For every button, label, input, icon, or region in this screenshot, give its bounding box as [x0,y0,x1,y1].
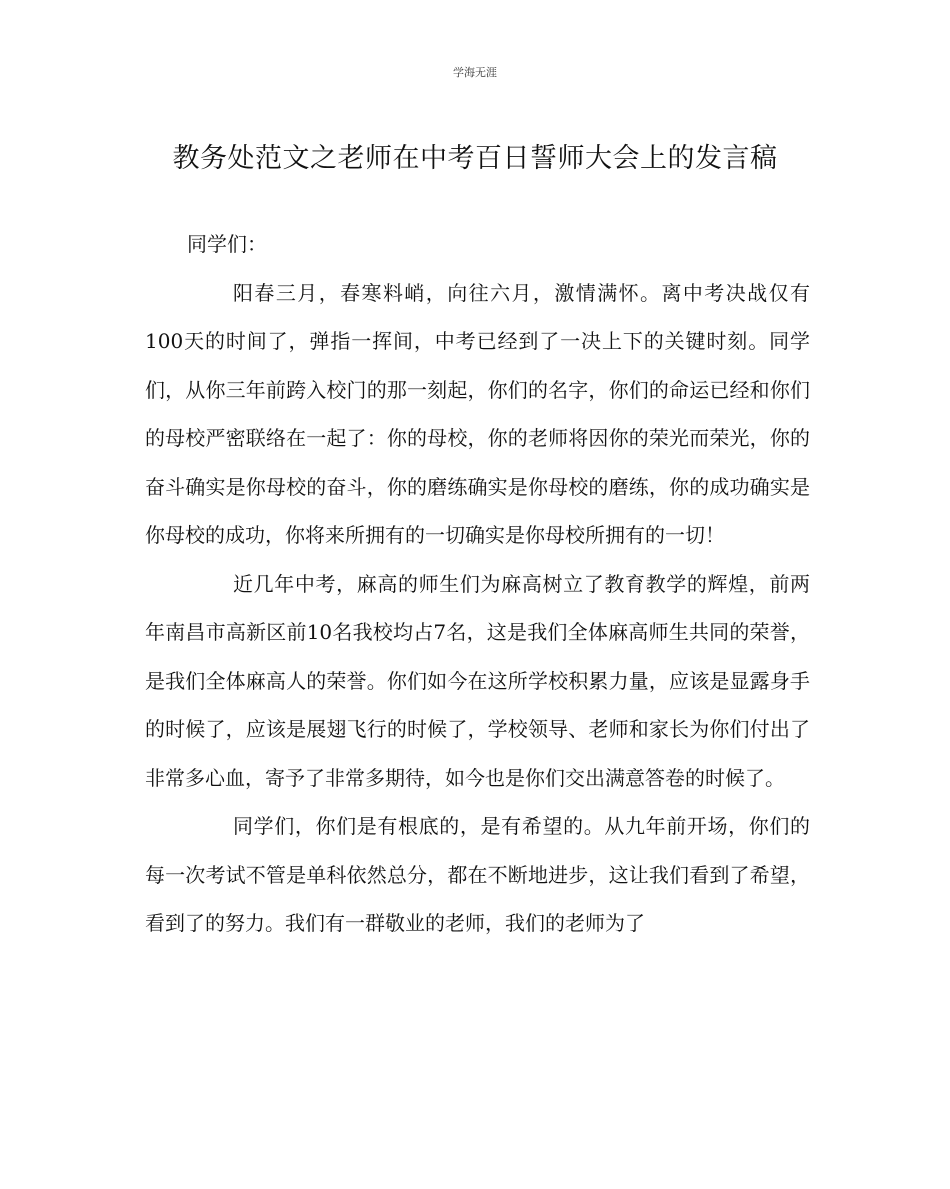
paragraph: 同学们，你们是有根底的，是有希望的。从九年前开场，你们的每一次考试不管是单科依然总分，都在不断地进步，这让我们看到了希望，看到了的努力。我们有一群敬业的老师，我们的老师为了 [145,814,810,935]
page-header: 学海无涯 [453,66,497,79]
document-title: 教务处范文之老师在中考百日誓师大会上的发言稿 [172,143,778,174]
paragraph: 近几年中考，麻高的师生们为麻高树立了教育教学的辉煌，前两年南昌市高新区前10名我校均占7名，这是我们全体麻高师生共同的荣誉，是我们全体麻高人的荣誉。你们如今在这所学校积累力量，应该是显露身手的时候了，应该是展翅飞行的时候了，学校领导、老师和家长为你们付出了非常多心血，寄予了非常多期待，如今也是你们交出满意答卷的时候了。 [145,571,810,790]
salutation: 同学们： [187,232,267,256]
paragraph: 阳春三月，春寒料峭，向往六月，激情满怀。离中考决战仅有100天的时间了，弹指一挥间，中考已经到了一决上下的关键时刻。同学们，从你三年前跨入校门的那一刻起，你们的名字，你们的命运已经和你们的母校严密联络在一起了：你的母校，你的老师将因你的荣光而荣光，你的奋斗确实是你母校的奋斗，你的磨练确实是你母校的磨练，你的成功确实是你母校的成功，你将来所拥有的一切确实是你母校所拥有的一切！ [145,280,810,547]
document-body [145,220,810,948]
